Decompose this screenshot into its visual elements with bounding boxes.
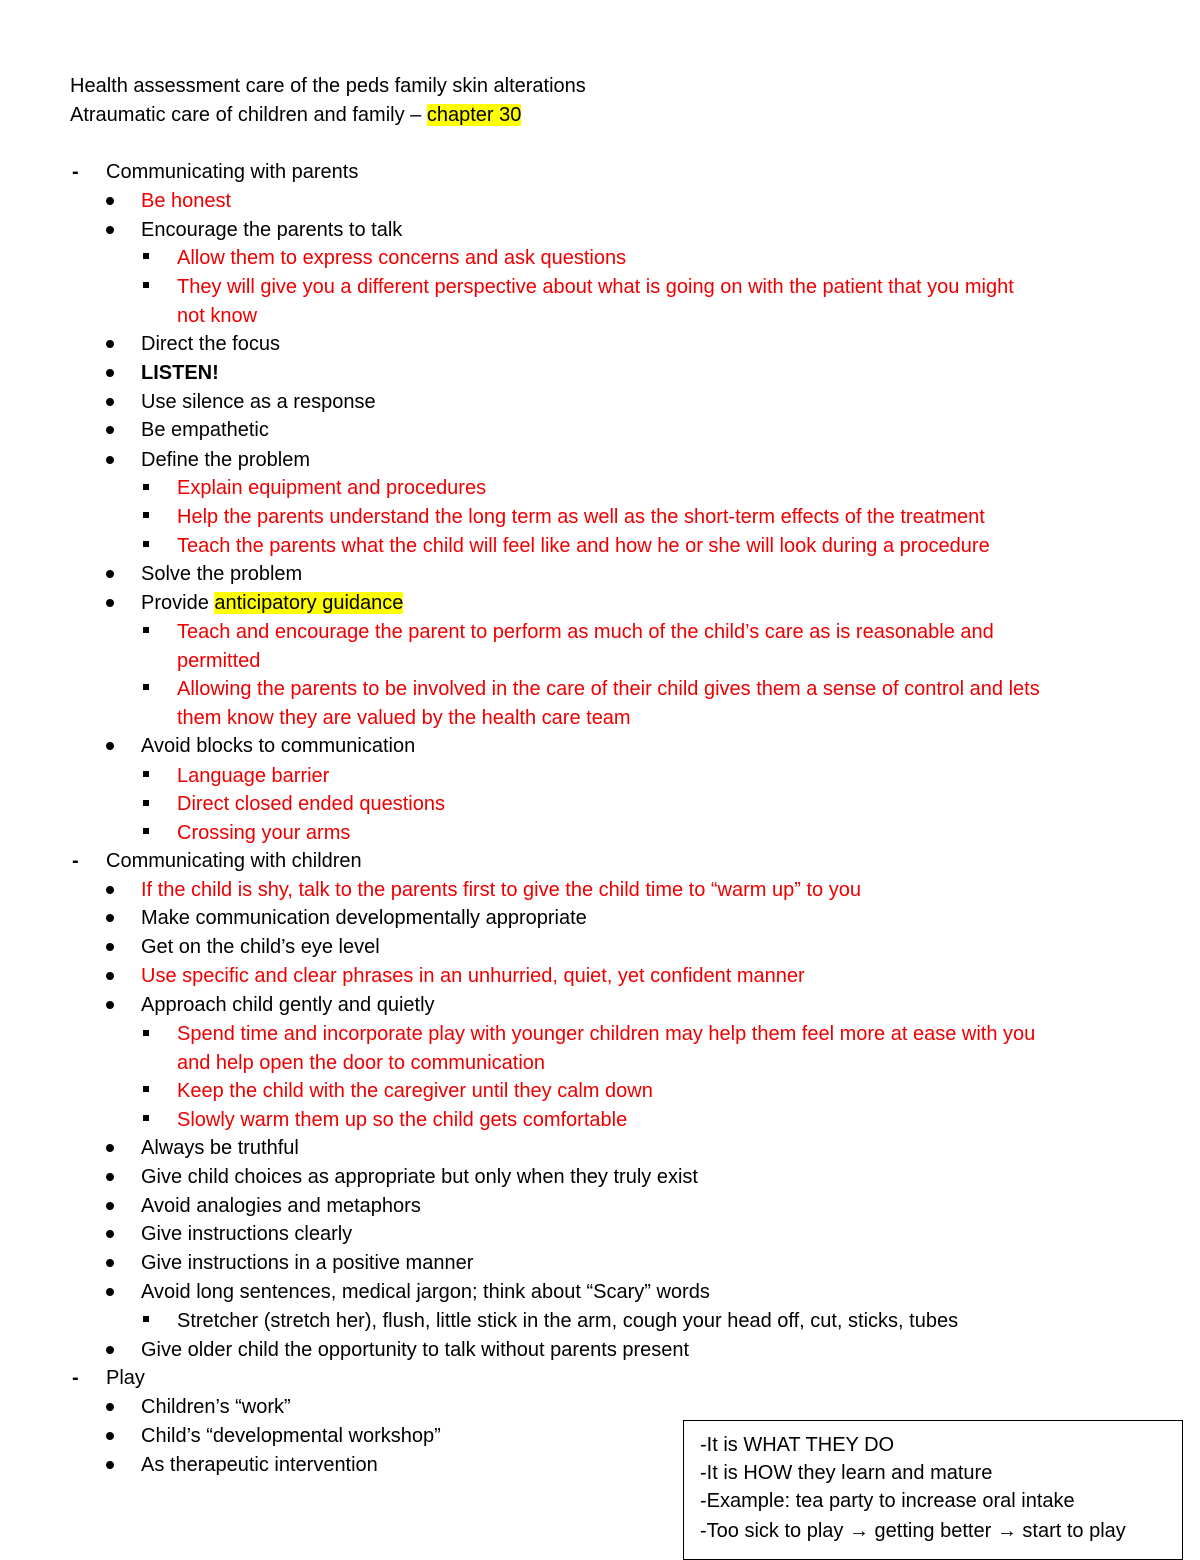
bullet-dot-icon <box>106 1403 114 1411</box>
bullet-dot-icon <box>106 1259 114 1267</box>
bullet-dot-icon <box>106 914 114 922</box>
list-item: Be honest <box>141 190 232 212</box>
list-item: Always be truthful <box>141 1137 299 1159</box>
bullet-dot-icon <box>106 599 114 607</box>
bullet-dot-icon <box>106 1432 114 1440</box>
bullet-dot-icon <box>106 369 114 377</box>
list-item: Keep the child with the caregiver until they calm down <box>177 1080 653 1102</box>
list-item: Be empathetic <box>141 419 269 441</box>
bullet-dot-icon <box>106 1346 114 1354</box>
box-text: getting better <box>868 1520 997 1542</box>
bullet-square-icon <box>143 1030 149 1036</box>
list-item: Spend time and incorporate play with younger children may help them feel more at ease with you <box>177 1023 1036 1045</box>
list-item: Allowing the parents to be involved in the care of their child gives them a sense of control and lets <box>177 678 1040 700</box>
list-item: Teach the parents what the child will feel like and how he or she will look during a procedure <box>177 535 990 557</box>
bullet-dot-icon <box>106 570 114 578</box>
list-item: Avoid blocks to communication <box>141 735 416 757</box>
play-notes-box <box>683 1420 1183 1560</box>
bullet-dot-icon <box>106 1144 114 1152</box>
list-item: Stretcher (stretch her), flush, little stick in the arm, cough your head off, cut, sticks, tubes <box>177 1310 959 1332</box>
box-text: start to play <box>1016 1520 1126 1542</box>
bullet-dot-icon <box>106 972 114 980</box>
section-title-parents: Communicating with parents <box>106 161 359 183</box>
list-item: Define the problem <box>141 449 310 471</box>
list-item: Crossing your arms <box>177 822 351 844</box>
bullet-dot-icon <box>106 1001 114 1009</box>
bullet-square-icon <box>143 484 149 490</box>
document-subtitle <box>70 103 521 127</box>
list-item: Child’s “developmental workshop” <box>141 1425 441 1447</box>
list-item: Avoid analogies and metaphors <box>141 1195 421 1217</box>
bullet-dot-icon <box>106 1461 114 1469</box>
list-item-continuation: them know they are valued by the health care team <box>177 707 631 729</box>
list-item: Give instructions in a positive manner <box>141 1252 474 1274</box>
bullet-dot-icon <box>106 886 114 894</box>
bullet-dot-icon <box>106 1202 114 1210</box>
bullet-square-icon <box>143 828 149 834</box>
bullet-dot-icon <box>106 398 114 406</box>
list-item: Language barrier <box>177 765 330 787</box>
bullet-dot-icon <box>106 742 114 750</box>
list-item: Give child choices as appropriate but only when they truly exist <box>141 1166 698 1188</box>
bullet-dot-icon <box>106 226 114 234</box>
list-item: Slowly warm them up so the child gets comfortable <box>177 1109 628 1131</box>
list-item: They will give you a different perspective about what is going on with the patient that you might <box>177 276 1014 298</box>
box-line: -Example: tea party to increase oral intake <box>700 1490 1075 1512</box>
list-item-continuation: not know <box>177 305 258 327</box>
list-item: Approach child gently and quietly <box>141 994 435 1016</box>
bullet-square-icon <box>143 800 149 806</box>
bullet-dot-icon <box>106 1173 114 1181</box>
section-title-children: Communicating with children <box>106 850 362 872</box>
bullet-square-icon <box>143 512 149 518</box>
list-item: Give instructions clearly <box>141 1223 353 1245</box>
bullet-dot-icon <box>106 197 114 205</box>
list-item: Explain equipment and procedures <box>177 477 487 499</box>
bullet-square-icon <box>143 253 149 259</box>
list-item-continuation: and help open the door to communication <box>177 1052 546 1074</box>
arrow-right-icon: → <box>996 1520 1017 1542</box>
bullet-dot-icon <box>106 1230 114 1238</box>
bullet-dot-icon <box>106 340 114 348</box>
subtitle-text: Atraumatic care of children and family – <box>70 104 427 126</box>
list-item: Help the parents understand the long term as well as the short-term effects of the treatment <box>177 506 985 528</box>
bullet-square-icon <box>143 1115 149 1121</box>
list-item: Encourage the parents to talk <box>141 219 403 241</box>
list-item: Direct closed ended questions <box>177 793 445 815</box>
arrow-right-icon: → <box>848 1520 869 1542</box>
list-item-continuation: permitted <box>177 650 261 672</box>
list-item: LISTEN! <box>141 362 219 384</box>
list-item: If the child is shy, talk to the parents first to give the child time to “warm up” to you <box>141 879 861 901</box>
section-dash: - <box>72 850 79 872</box>
section-title-play: Play <box>106 1367 145 1389</box>
list-item: Make communication developmentally appropriate <box>141 907 587 929</box>
bullet-square-icon <box>143 771 149 777</box>
document-title: Health assessment care of the peds family skin alterations <box>70 75 586 97</box>
bullet-square-icon <box>143 1316 149 1322</box>
list-item: Use silence as a response <box>141 391 376 413</box>
section-dash: - <box>72 1367 79 1389</box>
list-item: Get on the child’s eye level <box>141 936 380 958</box>
list-item: Avoid long sentences, medical jargon; think about “Scary” words <box>141 1281 710 1303</box>
provide-text: Provide <box>141 592 215 614</box>
box-line: -It is WHAT THEY DO <box>700 1434 895 1456</box>
list-item: Direct the focus <box>141 333 280 355</box>
list-item: Children’s “work” <box>141 1396 291 1418</box>
box-line: -It is HOW they learn and mature <box>700 1462 993 1484</box>
bullet-dot-icon <box>106 456 114 464</box>
list-item <box>141 591 403 615</box>
list-item: Allow them to express concerns and ask questions <box>177 247 627 269</box>
list-item: Give older child the opportunity to talk without parents present <box>141 1339 690 1361</box>
list-item: Solve the problem <box>141 563 303 585</box>
list-item: Use specific and clear phrases in an unhurried, quiet, yet confident manner <box>141 965 805 987</box>
bullet-square-icon <box>143 1086 149 1092</box>
list-item: Teach and encourage the parent to perform as much of the child’s care as is reasonable and <box>177 621 994 643</box>
anticipatory-guidance-highlight: anticipatory guidance <box>214 592 404 614</box>
box-line <box>700 1519 1126 1543</box>
bullet-dot-icon <box>106 1288 114 1296</box>
bullet-square-icon <box>143 541 149 547</box>
bullet-square-icon <box>143 282 149 288</box>
bullet-dot-icon <box>106 943 114 951</box>
section-dash: - <box>72 161 79 183</box>
chapter-highlight: chapter 30 <box>426 104 522 126</box>
bullet-square-icon <box>143 627 149 633</box>
list-item: As therapeutic intervention <box>141 1454 378 1476</box>
bullet-square-icon <box>143 684 149 690</box>
box-text: -Too sick to play <box>700 1520 849 1542</box>
bullet-dot-icon <box>106 426 114 434</box>
